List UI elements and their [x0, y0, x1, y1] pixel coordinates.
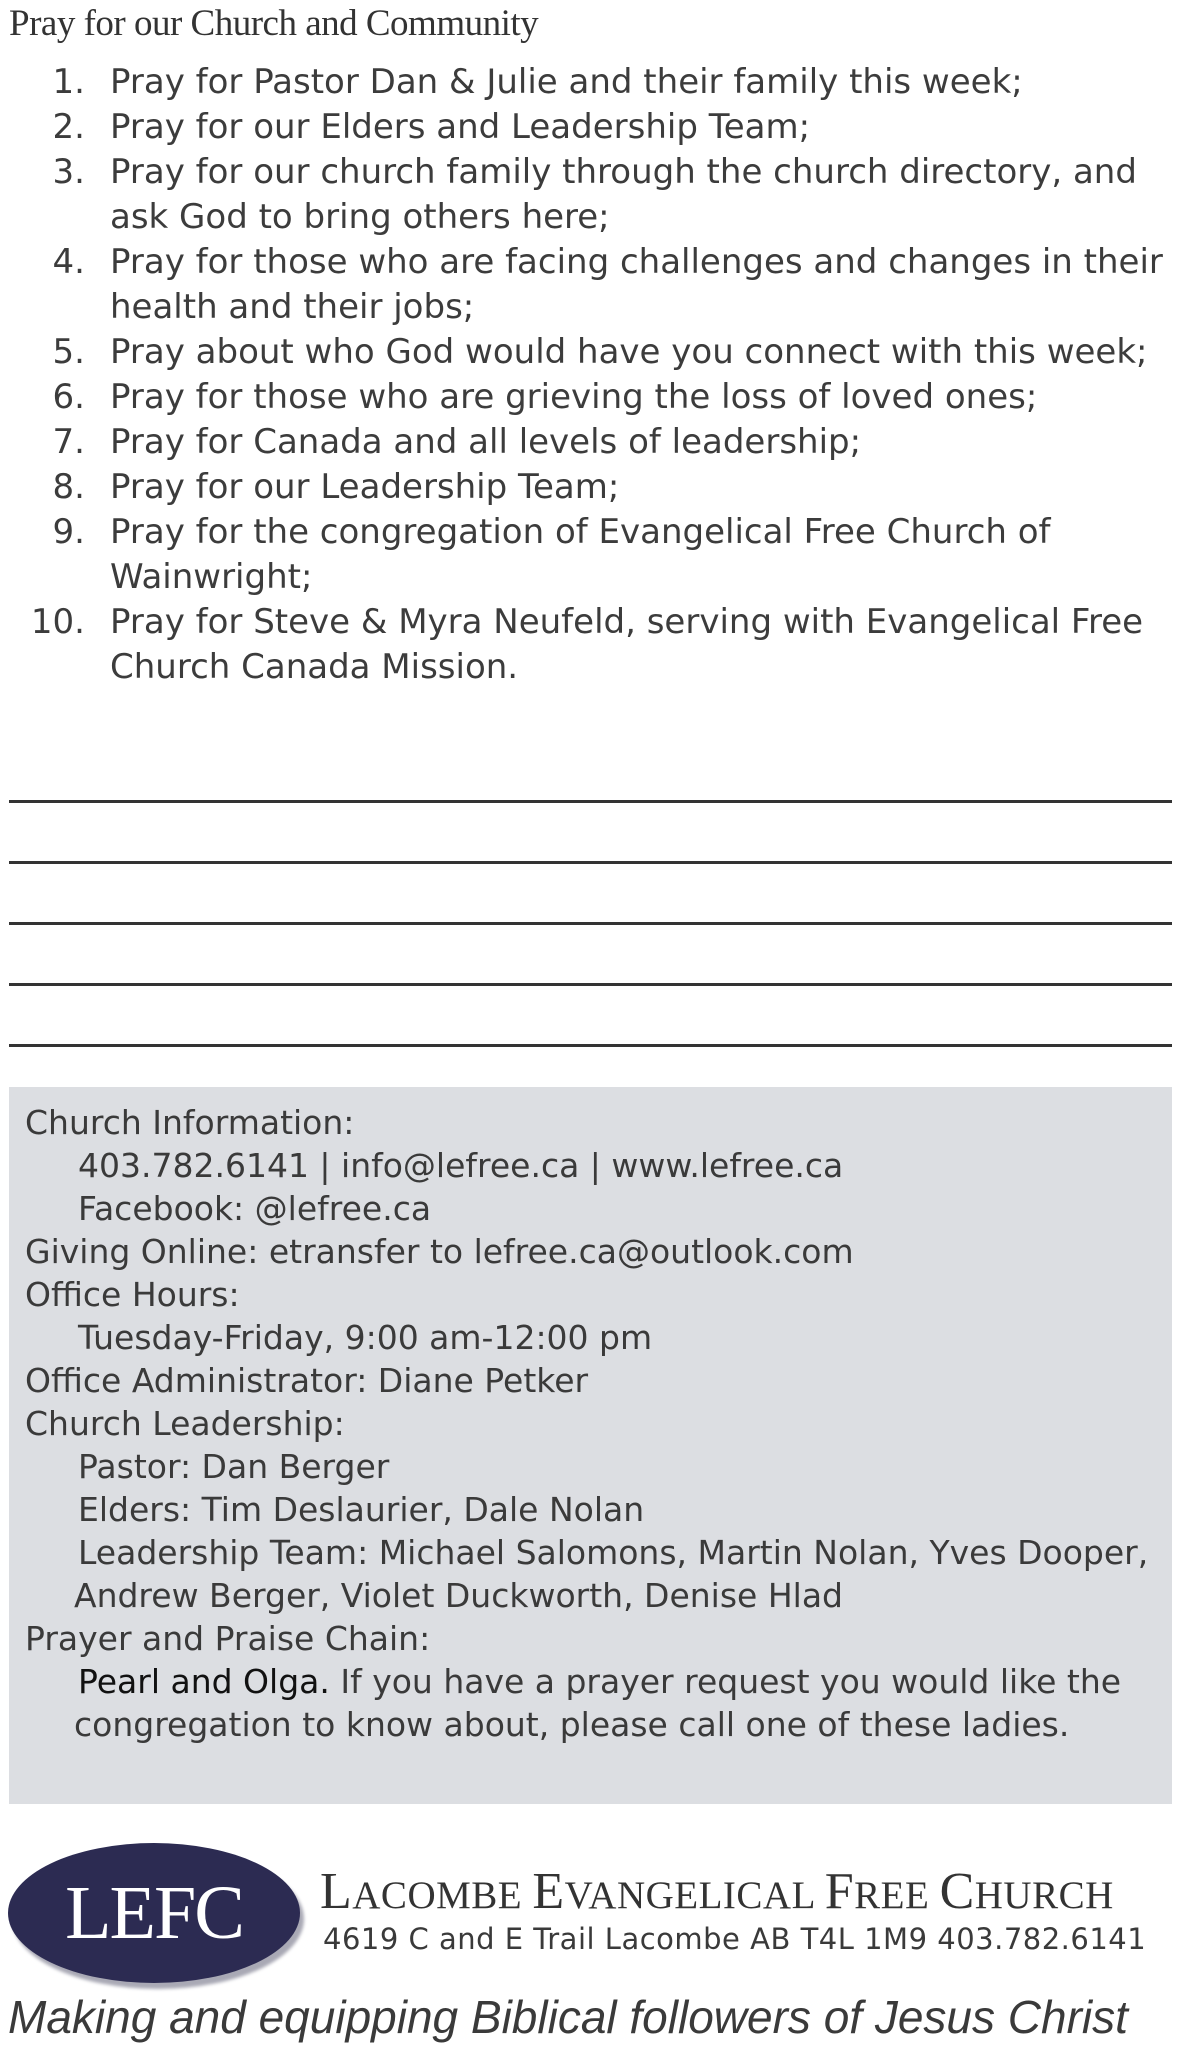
prayer-text: Pray for our Leadership Team;	[110, 467, 620, 507]
church-name-initial: L	[320, 1863, 353, 1920]
office-hours-value: Tuesday-Friday, 9:00 am-12:00 pm	[78, 1318, 653, 1357]
church-info-box	[9, 1087, 1172, 1804]
church-name-rest: ACOMBE	[352, 1874, 533, 1917]
prayer-text: Pray for Pastor Dan & Julie and their family this week;	[110, 62, 1023, 102]
church-name-initial: C	[939, 1863, 975, 1920]
giving-line: Giving Online: etransfer to lefree.ca@outlook.com	[25, 1232, 854, 1271]
prayer-item	[0, 150, 1184, 240]
prayer-item	[0, 105, 1184, 150]
church-name	[320, 1862, 1114, 1921]
prayer-chain-label: Prayer and Praise Chain:	[25, 1619, 431, 1658]
note-line[interactable]	[9, 986, 1172, 1047]
prayer-number: 2.	[52, 107, 85, 147]
prayer-text: Pray for the congregation of Evangelical Free Church of Wainwright;	[110, 512, 1051, 597]
prayer-number: 4.	[52, 242, 85, 282]
info-heading: Church Information:	[25, 1103, 355, 1142]
office-hours-label: Office Hours:	[25, 1275, 240, 1314]
prayer-text: Pray for Steve & Myra Neufeld, serving with Evangelical Free Church Canada Mission.	[110, 602, 1144, 687]
prayer-text: Pray for our Elders and Leadership Team;	[110, 107, 811, 147]
prayer-text: Pray for those who are facing challenges and changes in their health and their jobs;	[110, 242, 1163, 327]
prayer-text: Pray for those who are grieving the loss of loved ones;	[110, 377, 1038, 417]
page-title: Pray for our Church and Community	[9, 3, 539, 44]
logo-text: LEFC	[65, 1871, 243, 1955]
leadership-team-line-continued: Andrew Berger, Violet Duckworth, Denise Hlad	[74, 1576, 843, 1615]
prayer-chain-text: If you have a prayer request you would like the	[329, 1662, 1122, 1701]
prayer-item	[0, 240, 1184, 330]
leadership-team-line: Leadership Team: Michael Salomons, Martin Nolan, Yves Dooper,	[78, 1533, 1149, 1572]
prayer-item	[0, 330, 1184, 375]
lefc-logo	[8, 1843, 300, 1983]
prayer-chain-names: Pearl and Olga.	[78, 1662, 330, 1701]
facebook-line: Facebook: @lefree.ca	[78, 1189, 432, 1228]
church-info-content	[25, 1101, 1162, 1746]
tagline: Making and equipping Biblical followers of Jesus Christ	[8, 1991, 1128, 2043]
prayer-item	[0, 420, 1184, 465]
note-line[interactable]	[9, 925, 1172, 986]
prayer-number: 3.	[52, 152, 85, 192]
prayer-item	[0, 375, 1184, 420]
prayer-number: 10.	[30, 602, 85, 642]
prayer-number: 8.	[52, 467, 85, 507]
church-name-rest: VANGELICAL	[564, 1874, 825, 1917]
prayer-item	[0, 465, 1184, 510]
prayer-number: 5.	[52, 332, 85, 372]
prayer-number: 9.	[52, 512, 85, 552]
church-name-initial: E	[532, 1863, 565, 1920]
church-name-rest: REE	[854, 1874, 940, 1917]
prayer-text: Pray for Canada and all levels of leadership;	[110, 422, 862, 462]
prayer-number: 1.	[52, 62, 85, 102]
prayer-item	[0, 60, 1184, 105]
prayer-item	[0, 600, 1184, 690]
administrator-line: Office Administrator: Diane Petker	[25, 1361, 589, 1400]
church-address: 4619 C and E Trail Lacombe AB T4L 1M9 403.782.6141	[323, 1922, 1147, 1956]
contact-line: 403.782.6141 | info@lefree.ca | www.lefree.ca	[78, 1146, 844, 1185]
prayer-chain-line	[25, 1660, 1162, 1703]
pastor-line: Pastor: Dan Berger	[78, 1447, 390, 1486]
church-name-initial: F	[824, 1863, 855, 1920]
note-lines	[9, 800, 1172, 1047]
prayer-item	[0, 510, 1184, 600]
prayer-number: 7.	[52, 422, 85, 462]
prayer-text: Pray for our church family through the church directory, and ask God to bring others here;	[110, 152, 1137, 237]
prayer-number: 6.	[52, 377, 85, 417]
note-line[interactable]	[9, 864, 1172, 925]
elders-line: Elders: Tim Deslaurier, Dale Nolan	[78, 1490, 645, 1529]
church-name-rest: HURCH	[974, 1874, 1114, 1917]
note-line[interactable]	[9, 803, 1172, 864]
prayer-chain-line-continued: congregation to know about, please call one of these ladies.	[74, 1705, 1070, 1744]
prayer-list	[0, 60, 1184, 690]
prayer-text: Pray about who God would have you connect with this week;	[110, 332, 1148, 372]
leadership-label: Church Leadership:	[25, 1404, 345, 1443]
